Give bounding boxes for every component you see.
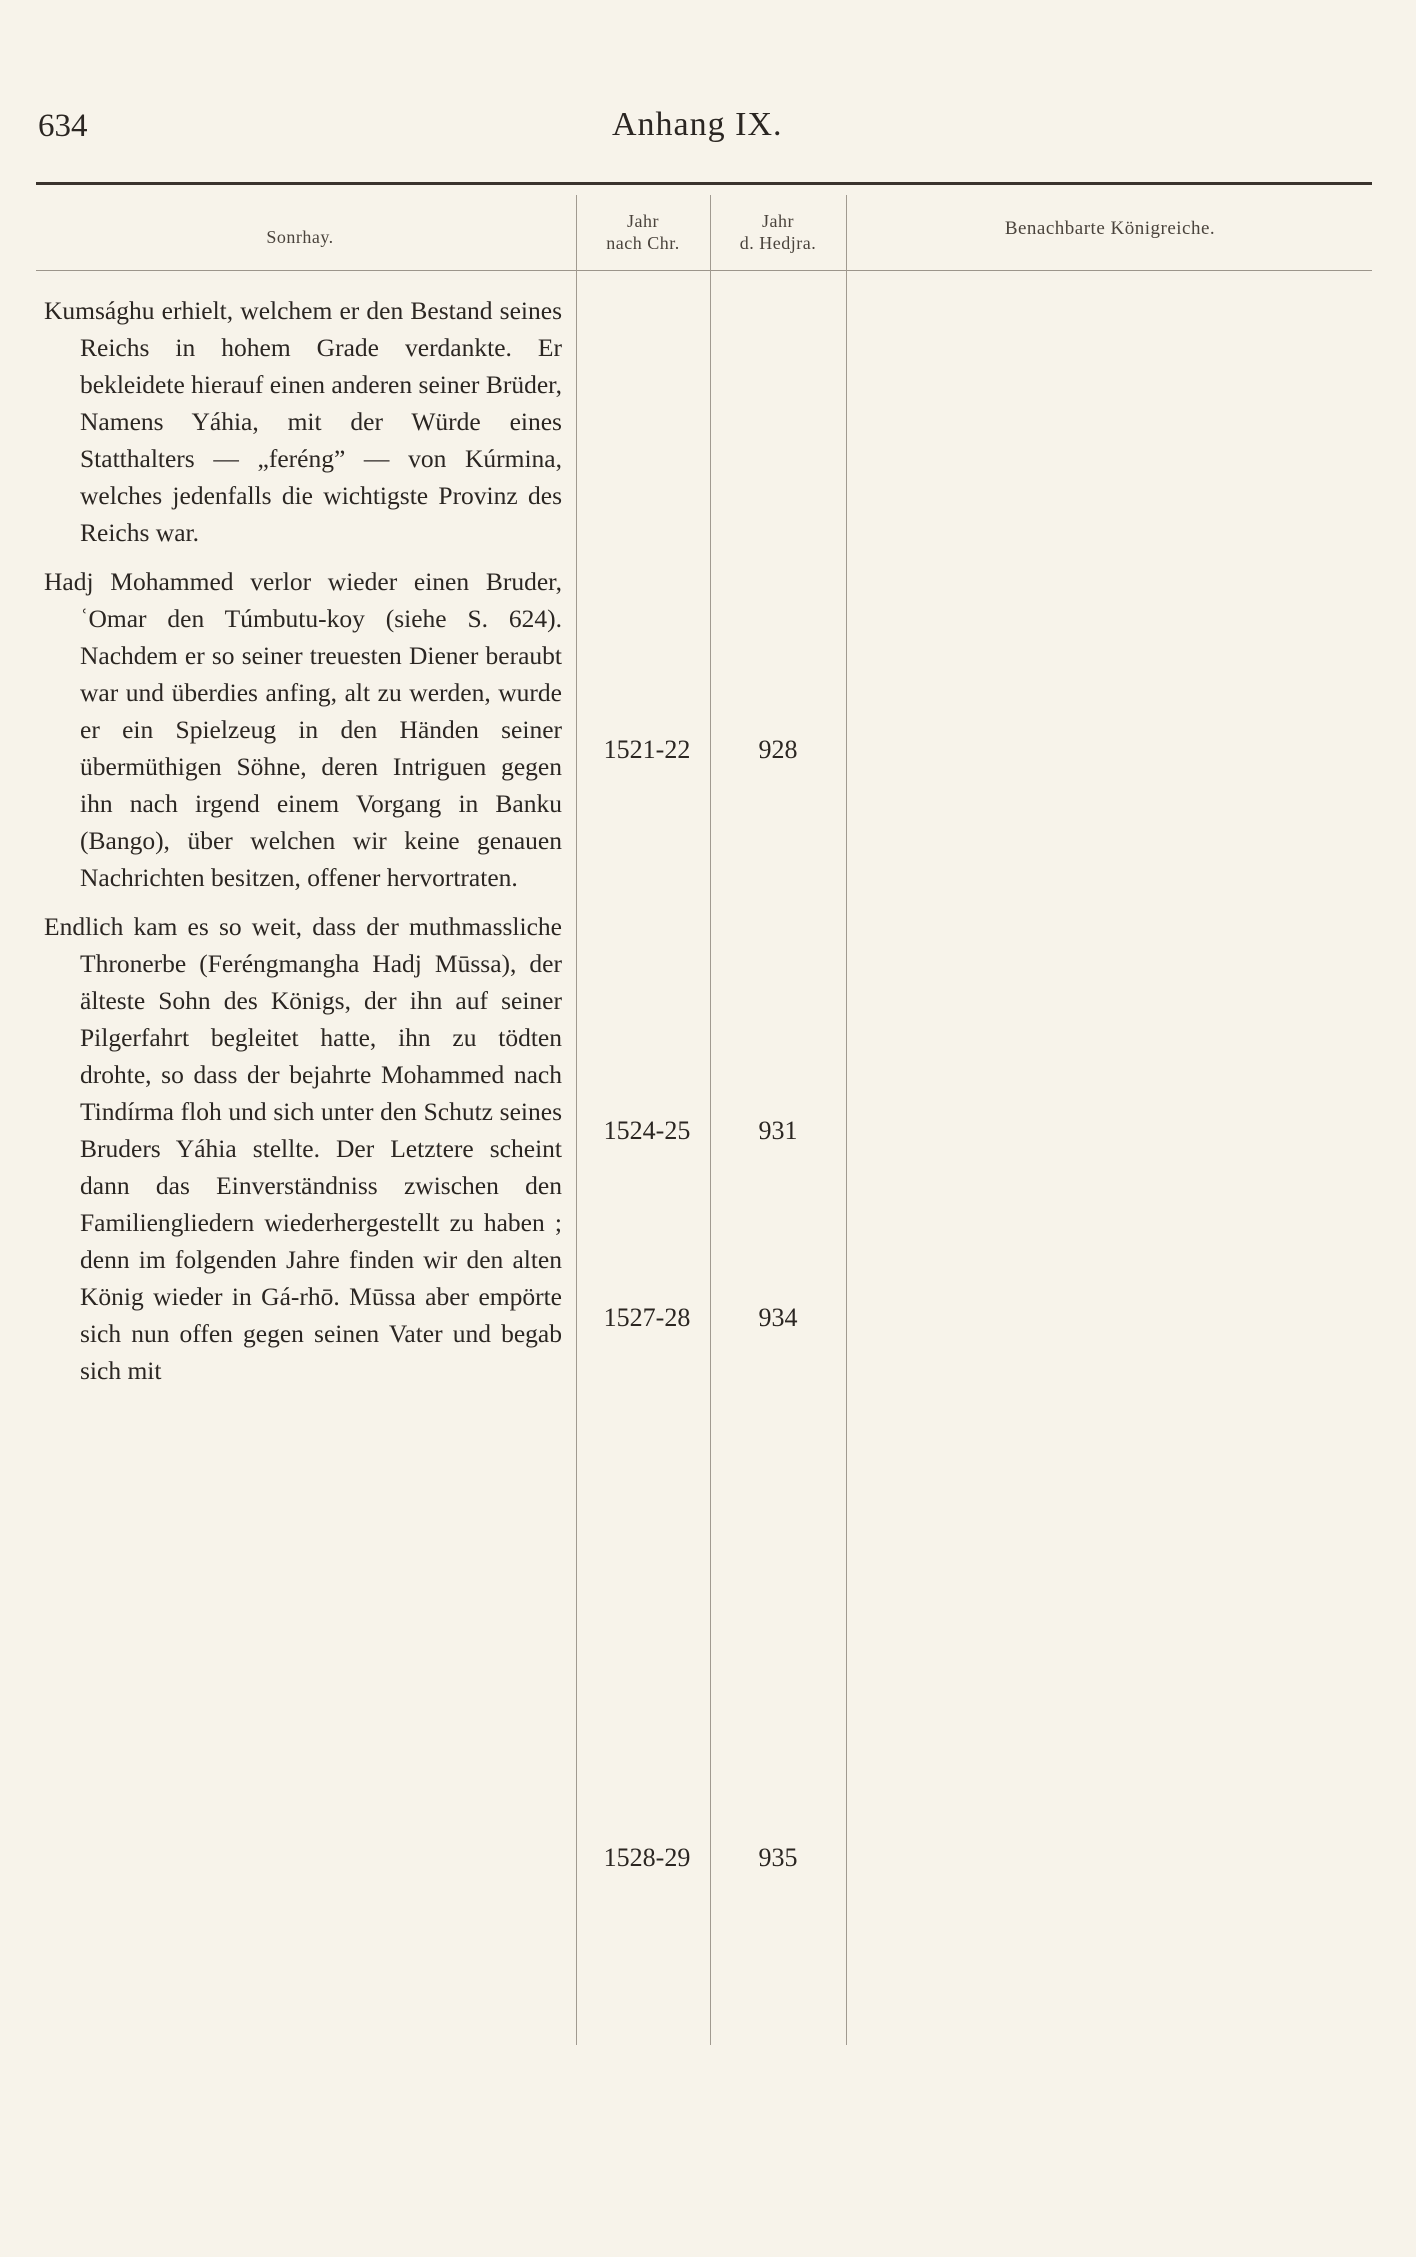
- header-rule: [36, 270, 1372, 271]
- column-header-reiche: Benachbarte Königreiche.: [1004, 218, 1216, 239]
- year-hedjra: 934: [758, 1303, 798, 1332]
- running-title: Anhang IX.: [612, 106, 783, 143]
- paragraph: Hadj Mohammed verlor wieder einen Bruder, ʿOmar den Túmbutu-koy (siehe S. 624). Nachdem er so seiner treuesten Diener beraubt war und überdies anfing, alt zu werden, wurde er ein Spielzeug in den Händen seiner übermüthigen Söhne, deren Intriguen gegen ihn nach irgend einem Vorgang in Banku (Bango), über welchen wir keine genauen Nachrichten besitzen, offener hervortraten.: [44, 567, 562, 892]
- paragraph: Endlich kam es so weit, dass der muthmassliche Thronerbe (Feréngmangha Hadj Mūssa), der älteste Sohn des Königs, der ihn auf seiner Pilgerfahrt begleitet hatte, ihn zu tödten drohte, so dass der bejahrte Mohammed nach Tindírma floh und sich unter den Schutz seines Bruders Yáhia stellte. Der Letztere scheint dann das Einverständniss zwischen den Familiengliedern wiederhergestellt zu haben ; denn im folgenden Jahre finden wir den alten König wieder in Gá-rhō. Mūssa aber empörte sich nun offen gegen seinen Vater und begab sich mit: [44, 912, 562, 1385]
- column-header-jahr-hedjra: [712, 210, 844, 254]
- column-header-line: d. Hedjra.: [739, 233, 817, 253]
- year-hedjra: 935: [758, 1843, 798, 1872]
- column-divider: [710, 195, 711, 2045]
- column-divider: [576, 195, 577, 2045]
- year-hedjra: 931: [758, 1116, 798, 1145]
- main-text-column: [44, 292, 562, 1401]
- column-divider: [846, 195, 847, 2045]
- top-rule: [36, 182, 1372, 185]
- year-chr: 1527-28: [603, 1303, 691, 1332]
- year-chr: 1528-29: [603, 1843, 691, 1872]
- year-chr: 1524-25: [603, 1116, 691, 1145]
- column-header-line: Jahr: [627, 211, 659, 231]
- column-header-jahr-chr: [578, 210, 708, 254]
- page-number: 634: [38, 108, 88, 144]
- year-chr: 1521-22: [603, 735, 691, 764]
- paragraph: Kumsághu erhielt, welchem er den Bestand seines Reichs in hohem Grade verdankte. Er bekleidete hierauf einen anderen seiner Brüder, Namens Yáhia, mit der Würde eines Statthalters — „feréng” — von Kúrmina, welches jedenfalls die wichtigste Provinz des Reichs war.: [44, 296, 562, 547]
- column-header-line: nach Chr.: [606, 233, 680, 253]
- column-header-line: Jahr: [762, 211, 794, 231]
- column-header-sonrhay: Sonrhay.: [266, 227, 334, 247]
- year-hedjra: 928: [758, 735, 798, 764]
